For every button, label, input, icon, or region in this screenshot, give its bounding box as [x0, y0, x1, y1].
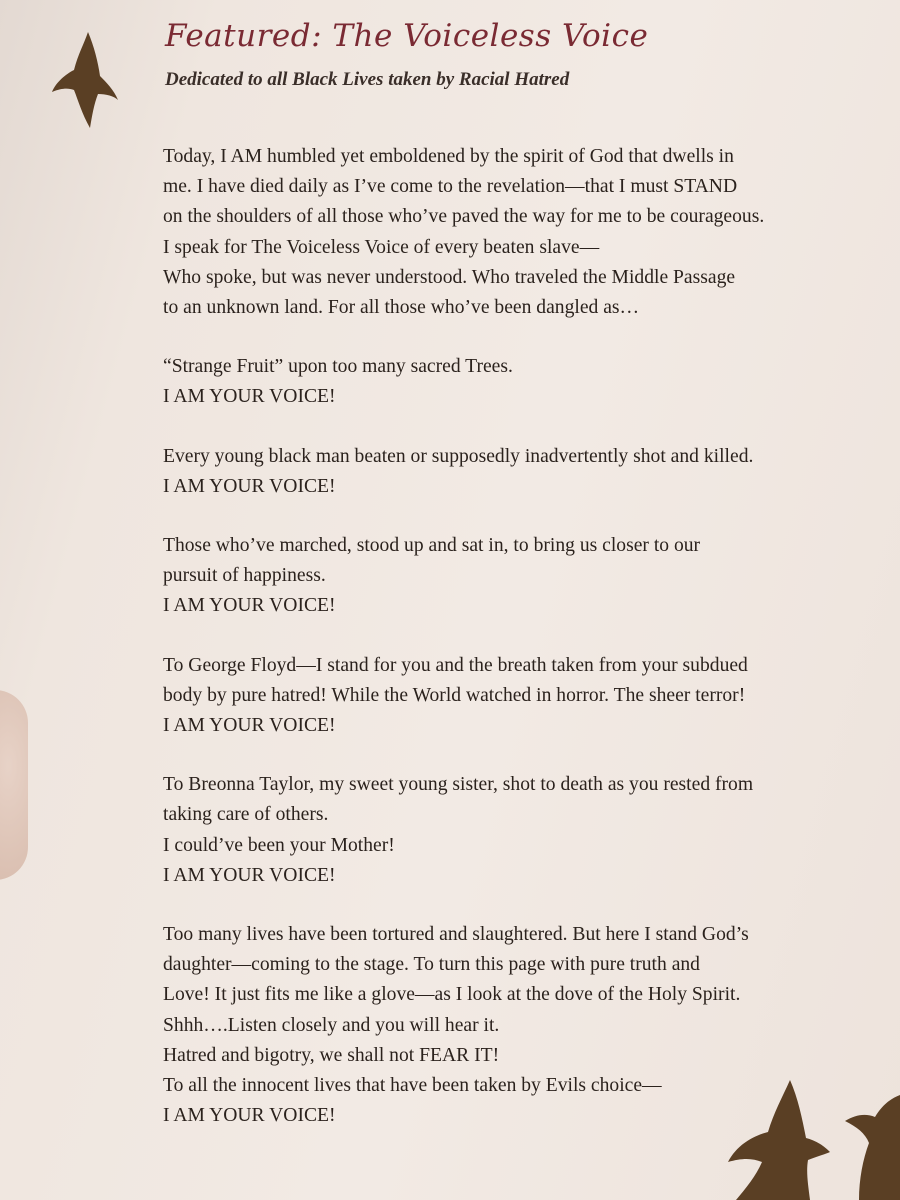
poem-line: body by pure hatred! While the World watched in horror. The sheer terror!: [163, 684, 746, 706]
poem-line: Those who’ve marched, stood up and sat in, to bring us closer to our: [163, 535, 701, 557]
poem-line: I AM YOUR VOICE!: [163, 595, 336, 617]
poem-line: To George Floyd—I stand for you and the breath taken from your subdued: [163, 654, 748, 676]
poem-line: on the shoulders of all those who’ve paved the way for me to be courageous.: [163, 206, 765, 228]
poem-line: Too many lives have been tortured and slaughtered. But here I stand God’s: [163, 924, 749, 946]
poem-line: I AM YOUR VOICE!: [163, 715, 336, 737]
poem-line: to an unknown land. For all those who’ve been dangled as…: [163, 297, 640, 319]
poem-stanza: [163, 531, 863, 622]
poem-stanza: [163, 920, 863, 1131]
poem-body: [163, 142, 863, 1160]
page-title: Featured: The Voiceless Voice: [165, 18, 649, 54]
poem-stanza: [163, 352, 863, 412]
poem-line: Who spoke, but was never understood. Who traveled the Middle Passage: [163, 266, 736, 288]
bird-silhouette-icon: [48, 30, 120, 130]
poem-stanza: [163, 770, 863, 891]
poem-line: I AM YOUR VOICE!: [163, 1105, 336, 1127]
poem-line: Love! It just fits me like a glove—as I look at the dove of the Holy Spirit.: [163, 984, 741, 1006]
dedication-subtitle: Dedicated to all Black Lives taken by Racial Hatred: [165, 69, 570, 90]
poem-line: Shhh….Listen closely and you will hear it.: [163, 1014, 500, 1036]
poem-line: Hatred and bigotry, we shall not FEAR IT!: [163, 1044, 500, 1066]
poem-line: To all the innocent lives that have been taken by Evils choice—: [163, 1075, 662, 1097]
poem-line: I speak for The Voiceless Voice of every beaten slave—: [163, 236, 600, 258]
poem-line: Today, I AM humbled yet emboldened by the spirit of God that dwells in: [163, 146, 734, 167]
thumb-shadow: [0, 690, 28, 880]
poem-line: pursuit of happiness.: [163, 565, 326, 587]
poem-line: I AM YOUR VOICE!: [163, 475, 336, 497]
poem-line: I could’ve been your Mother!: [163, 834, 395, 856]
poem-line: “Strange Fruit” upon too many sacred Trees.: [163, 356, 513, 378]
poem-stanza: [163, 651, 863, 742]
poem-line: I AM YOUR VOICE!: [163, 386, 336, 408]
poem-line: I AM YOUR VOICE!: [163, 864, 336, 886]
poem-line: To Breonna Taylor, my sweet young sister, shot to death as you rested from: [163, 774, 754, 796]
poem-line: taking care of others.: [163, 804, 329, 826]
poem-stanza: [163, 142, 863, 323]
poem-line: Every young black man beaten or supposedly inadvertently shot and killed.: [163, 445, 754, 467]
poem-line: me. I have died daily as I’ve come to the revelation—that I must STAND: [163, 176, 738, 198]
poem-line: daughter—coming to the stage. To turn this page with pure truth and: [163, 954, 700, 976]
poem-stanza: [163, 442, 863, 502]
